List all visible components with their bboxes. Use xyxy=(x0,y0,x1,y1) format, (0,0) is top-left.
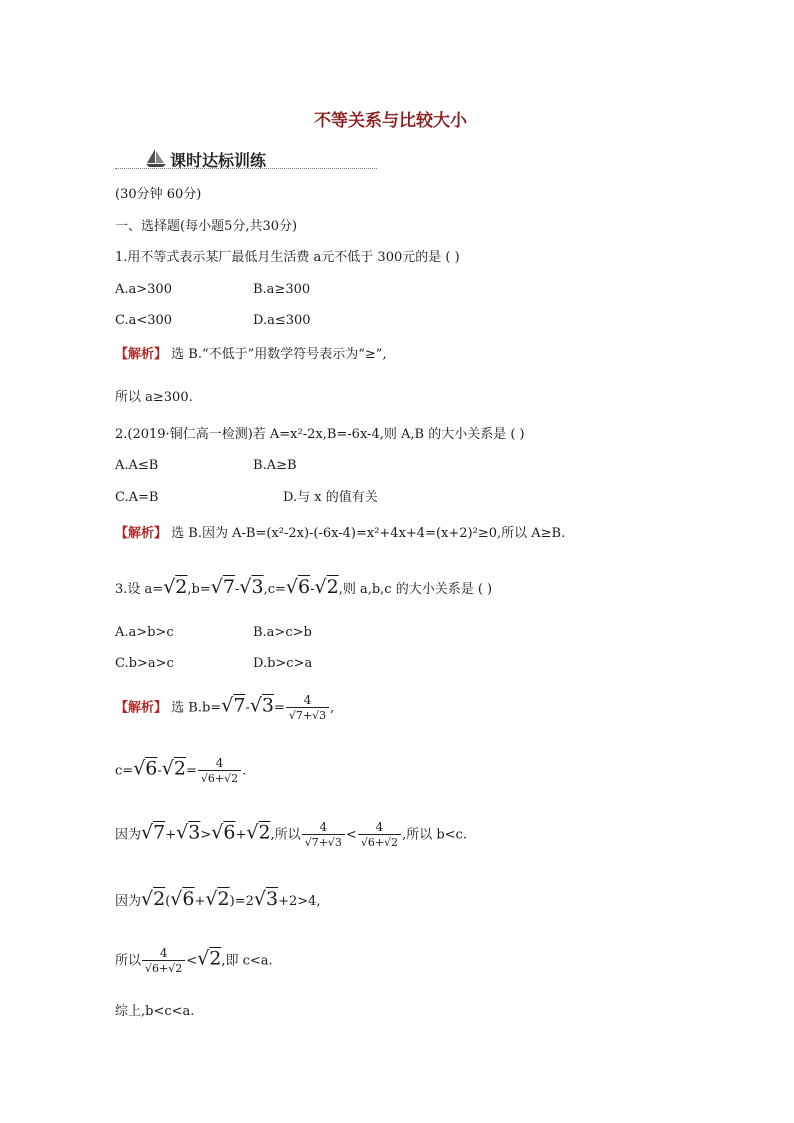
q1-stem: 1.用不等式表示某厂最低月生活费 a元不低于 300元的是 ( ) xyxy=(115,250,460,265)
q3-option-b: B.a>c>b xyxy=(253,625,312,640)
fraction: $\frac{4}{√6+√2}$ xyxy=(358,820,401,850)
fraction: $\frac{4}{√6+√2}$ xyxy=(198,756,241,786)
fraction: $\frac{4}{√7+√3}$ xyxy=(302,820,345,850)
q3-solution-line3: 因为√7+√3>√6+√2,所以 $\frac{4}{√7+√3}$ < $\frac{4}{√6+√2}$ ,所以 b<c. xyxy=(115,820,467,849)
q3-solution-line5: 所以 $\frac{4}{√6+√2}$ <√2,即 c<a. xyxy=(115,946,273,975)
q3-solution-line2: c=√6-√2= $\frac{4}{√6+√2}$ . xyxy=(115,756,247,785)
section-header xyxy=(115,148,377,170)
q2-solution-text: 选 B.因为 A-B=(x²-2x)-(-6x-4)=x²+4x+4=(x+2)²≥0,所以 A≥B. xyxy=(171,526,566,541)
q2-option-c: C.A=B xyxy=(115,490,159,505)
fraction: $\frac{4}{√6+√2}$ xyxy=(142,946,185,976)
q1-solution-text: 选 B.“不低于”用数学符号表示为“≥”, xyxy=(171,347,387,362)
q3-conclusion: 综上,b<c<a. xyxy=(115,1004,195,1019)
sailboat-icon xyxy=(145,148,167,168)
q3-option-a: A.a>b>c xyxy=(115,625,174,640)
solution-tag: 【解析】 xyxy=(115,700,168,716)
q3-solution-line1: 【解析】 选 B.b=√7-√3= $\frac{4}{√7+√3}$ , xyxy=(115,693,335,722)
fraction: $\frac{4}{√7+√3}$ xyxy=(286,693,329,723)
q1-solution xyxy=(115,346,387,364)
q1-solution-line2: 所以 a≥300. xyxy=(115,390,193,405)
q1-option-b: B.a≥300 xyxy=(253,282,311,297)
q3-option-c: C.b>a>c xyxy=(115,656,174,671)
solution-tag: 【解析】 xyxy=(115,347,168,362)
q3-solution-line4: 因为√2(√6+√2)=2√3+2>4, xyxy=(115,888,321,910)
q2-option-b: B.A≥B xyxy=(253,458,297,473)
page-title: 不等关系与比较大小 xyxy=(314,111,467,131)
q3-stem: 3.设 a=√2,b=√7-√3,c=√6-√2,则 a,b,c 的大小关系是 ( ) xyxy=(115,576,493,598)
part-heading: 一、选择题(每小题5分,共30分) xyxy=(115,219,298,234)
q1-option-c: C.a<300 xyxy=(115,313,173,328)
section-label: 课时达标训练 xyxy=(170,151,267,170)
q1-option-d: D.a≤300 xyxy=(253,313,311,328)
q2-solution xyxy=(115,525,565,543)
q2-option-a: A.A≤B xyxy=(115,458,159,473)
q2-option-d: D.与 x 的值有关 xyxy=(283,490,378,505)
q2-stem: 2.(2019·铜仁高一检测)若 A=x²-2x,B=-6x-4,则 A,B 的大小关系是 ( ) xyxy=(115,427,525,442)
q1-option-a: A.a>300 xyxy=(115,282,172,297)
time-info: (30分钟 60分) xyxy=(115,187,202,202)
q3-option-d: D.b>c>a xyxy=(253,656,313,671)
solution-tag: 【解析】 xyxy=(115,526,168,541)
